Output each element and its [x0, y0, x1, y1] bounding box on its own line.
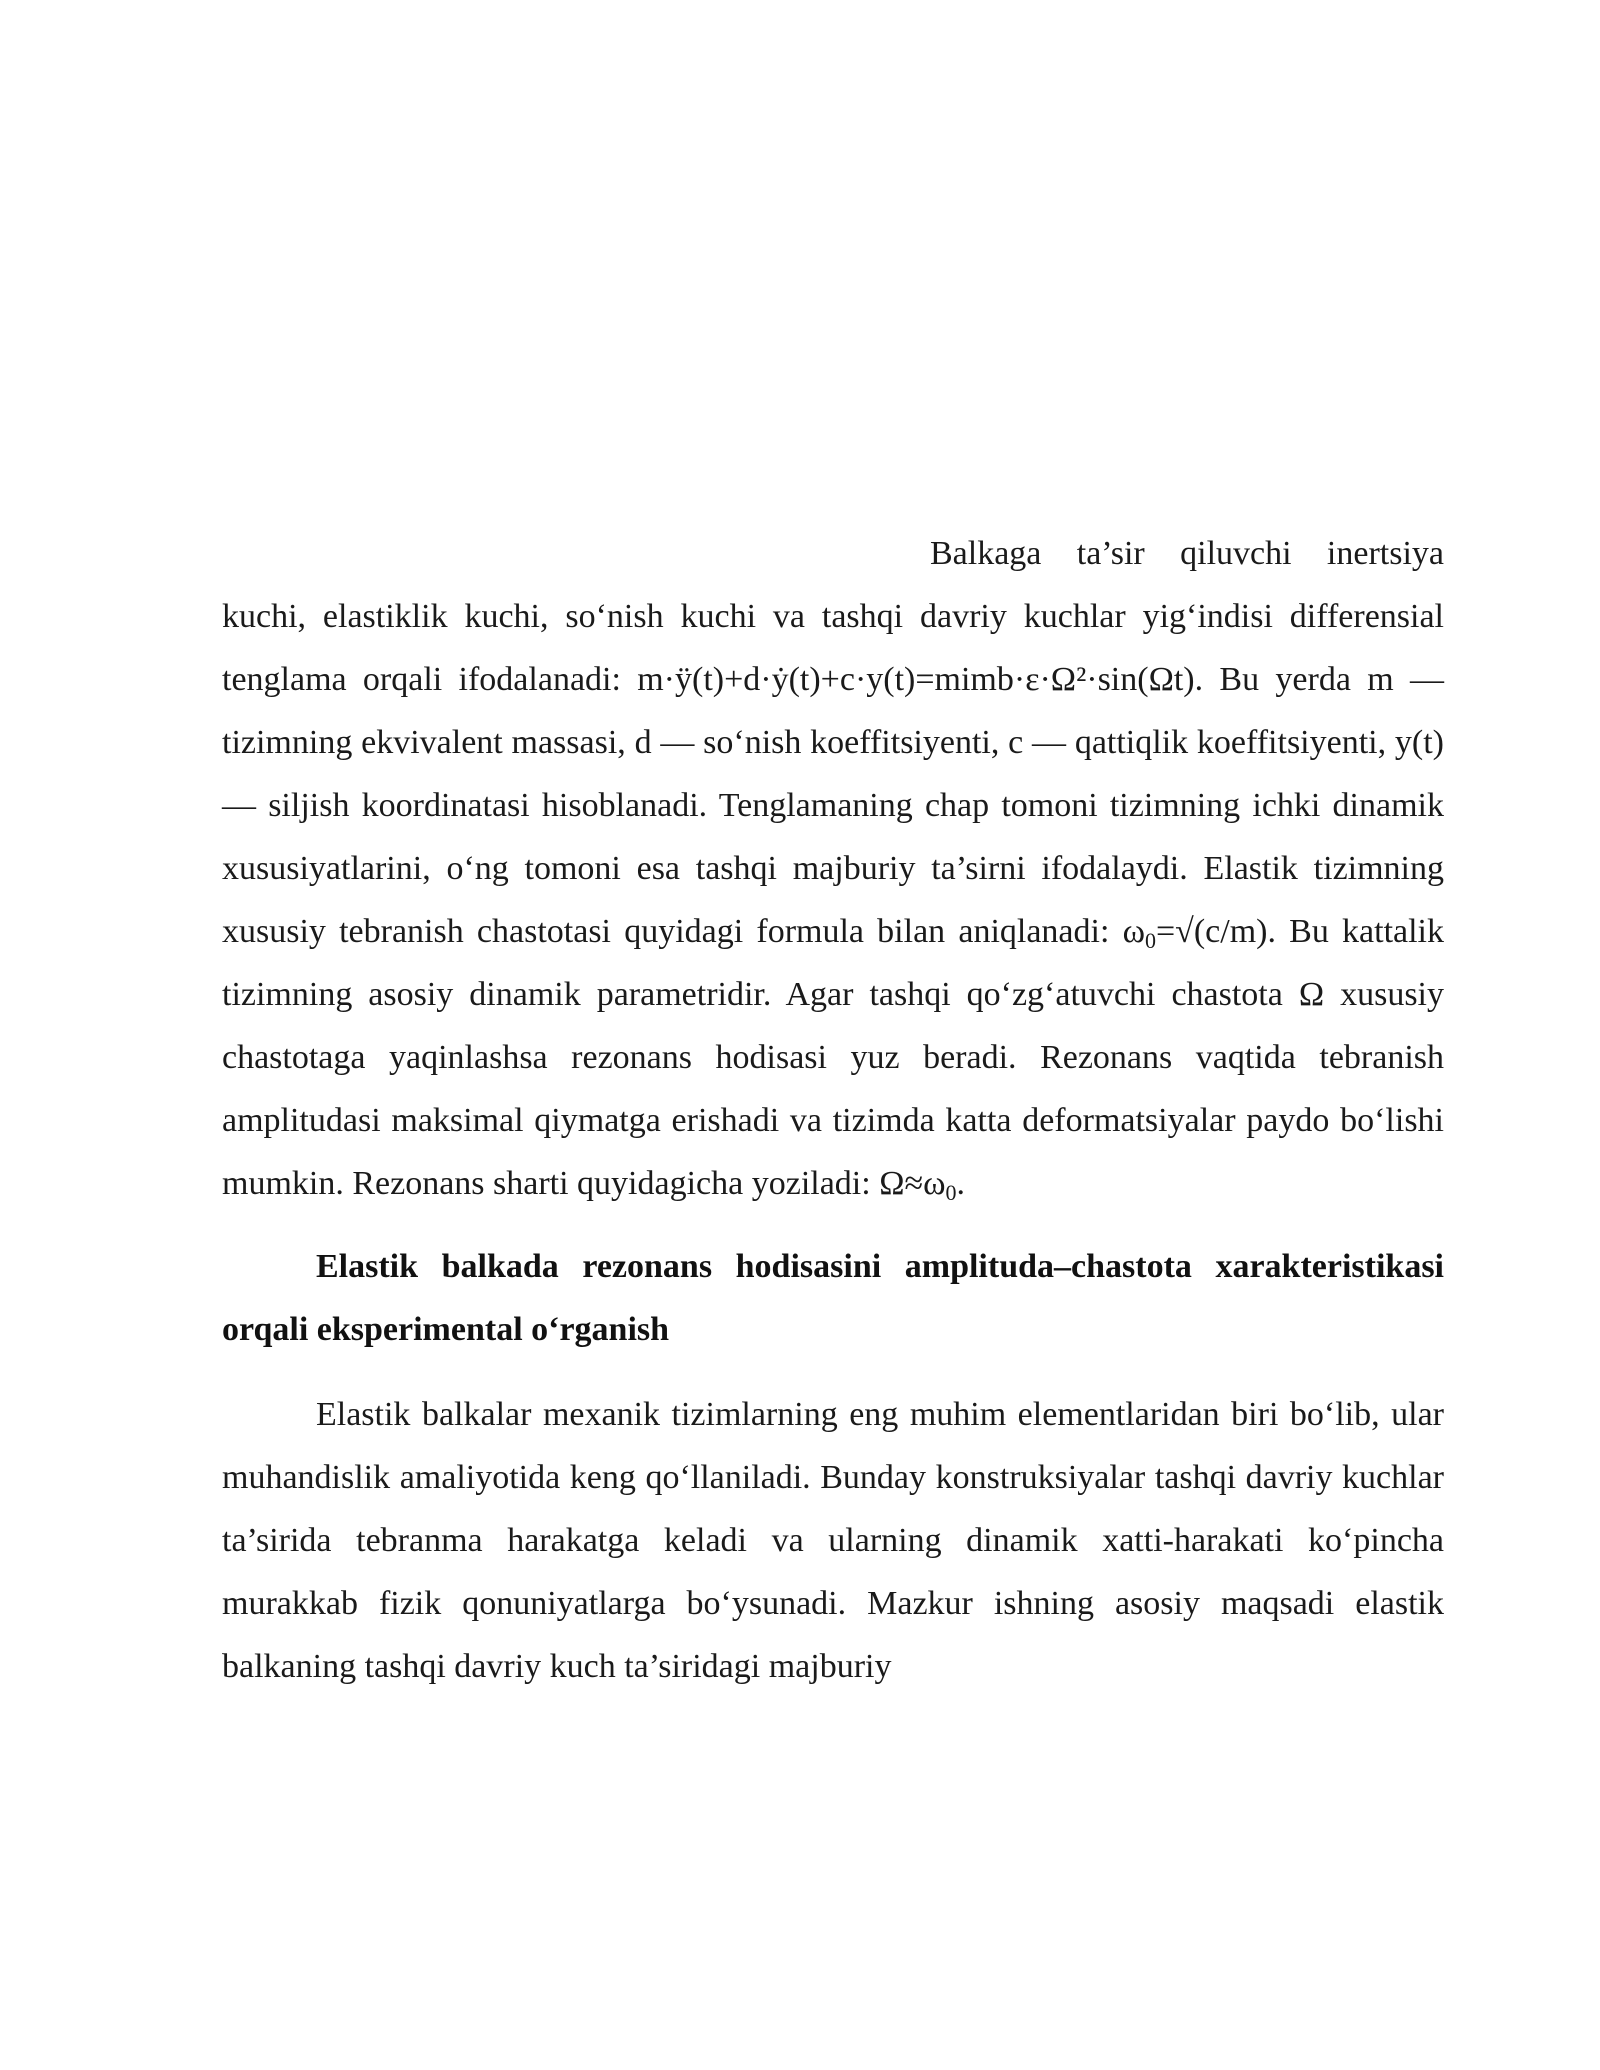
paragraph-text: .	[956, 1165, 965, 1202]
paragraph-text: =√(c/m). Bu kattalik tizimning asosiy dinamik parametridir. Agar tashqi qo‘zg‘atuvchi chastota Ω xususiy chastotaga yaqinlashsa rezonans hodisasi yuz beradi. Rezonans vaqtida tebranish amplitudasi maksimal qiymatga erishadi va tizimda katta deformatsiyalar paydo bo‘lishi mumkin. Rezonans sharti quyidagicha yoziladi: Ω≈ω	[222, 913, 1444, 1202]
subscript-zero: 0	[945, 1180, 957, 1205]
section-heading: Elastik balkada rezonans hodisasini amplituda–chastota xarakteristikasi orqali eksperimental o‘rganish	[222, 1248, 1444, 1348]
document-body	[222, 522, 1444, 1698]
subscript-zero: 0	[1145, 928, 1156, 953]
paragraph-text: Balkaga ta’sir qiluvchi inertsiya kuchi, elastiklik kuchi, so‘nish kuchi va tashqi davriy kuchlar yig‘indisi differensial tenglama orqali ifodalanadi: m·ÿ(t)+d·ẏ(t)+c·y(t)=mimb·ε·Ω²·sin(Ωt). Bu yerda m — tizimning ekvivalent massasi, d — so‘nish koeffitsiyenti, c — qattiqlik koeffitsiyenti, y(t) — siljish koordinatasi hisoblanadi. Tenglamaning chap tomoni tizimning ichki dinamik xususiyatlarini, o‘ng tomoni esa tashqi majburiy ta’sirni ifodalaydi. Elastik tizimning xususiy tebranish chastotasi quyidagi formula bilan aniqlanadi: ω	[222, 535, 1444, 950]
paragraph-resonance-equation	[222, 522, 1444, 1215]
paragraph-elastic-beams: Elastik balkalar mexanik tizimlarning eng muhim elementlaridan biri bo‘lib, ular muhandislik amaliyotida keng qo‘llaniladi. Bunday konstruksiyalar tashqi davriy kuchlar ta’sirida tebranma harakatga keladi va ularning dinamik xatti-harakati ko‘pincha murakkab fizik qonuniyatlarga bo‘ysunadi. Mazkur ishning asosiy maqsadi elastik balkaning tashqi davriy kuch ta’siridagi majburiy	[222, 1396, 1444, 1685]
